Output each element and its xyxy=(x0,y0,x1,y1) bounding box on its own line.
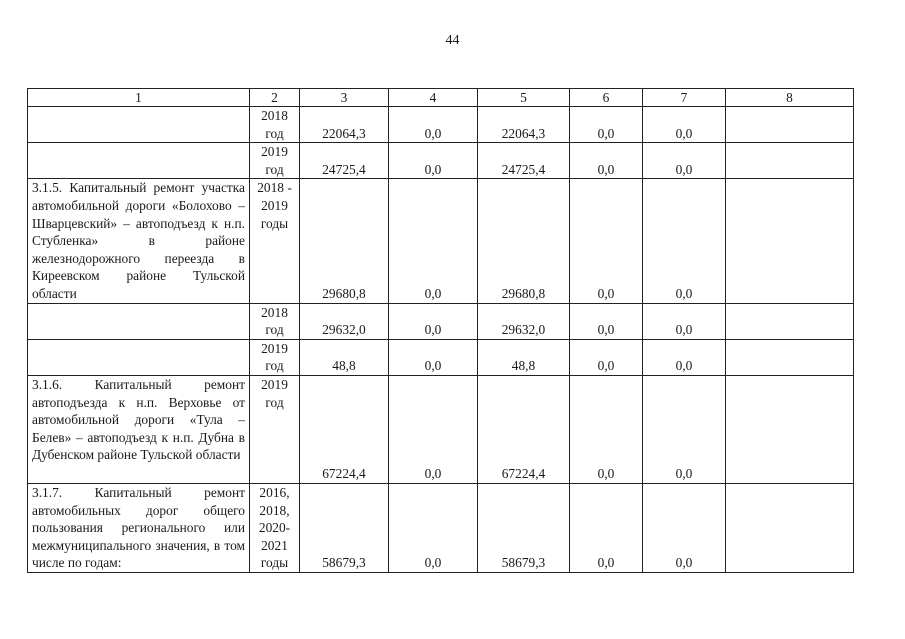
value-cell: 22064,3 xyxy=(300,107,389,143)
header-cell: 3 xyxy=(300,89,389,107)
page-number: 44 xyxy=(445,33,460,48)
value-cell: 24725,4 xyxy=(300,143,389,179)
note-cell xyxy=(726,375,854,483)
item-name-cell xyxy=(28,339,250,375)
value-cell: 0,0 xyxy=(389,339,478,375)
header-cell: 1 xyxy=(28,89,250,107)
note-cell xyxy=(726,303,854,339)
header-cell: 6 xyxy=(570,89,643,107)
item-name-cell xyxy=(28,303,250,339)
value-cell: 0,0 xyxy=(643,107,726,143)
item-name-cell: 3.1.5. Капитальный ремонт участка автомобильной дороги «Болохово – Шварцевский» – автоподъезд к н.п. Стубленка» в районе железнодорожного переезда в Киреевском районе Тульской области xyxy=(28,179,250,303)
value-cell: 24725,4 xyxy=(478,143,570,179)
value-cell: 0,0 xyxy=(570,375,643,483)
value-cell: 0,0 xyxy=(643,483,726,572)
budget-table xyxy=(27,88,854,573)
value-cell: 48,8 xyxy=(300,339,389,375)
value-cell: 0,0 xyxy=(389,143,478,179)
value-cell: 67224,4 xyxy=(300,375,389,483)
period-cell: 2016, 2018, 2020- 2021 годы xyxy=(250,483,300,572)
value-cell: 48,8 xyxy=(478,339,570,375)
value-cell: 29680,8 xyxy=(478,179,570,303)
note-cell xyxy=(726,483,854,572)
note-cell xyxy=(726,339,854,375)
table-row xyxy=(28,143,854,179)
value-cell: 0,0 xyxy=(570,107,643,143)
item-name-cell: 3.1.6. Капитальный ремонт автоподъезда к н.п. Верховье от автомобильной дороги «Тула – Белев» – автоподъезд к н.п. Дубна в Дубенском районе Тульской области xyxy=(28,375,250,483)
value-cell: 0,0 xyxy=(643,303,726,339)
value-cell: 0,0 xyxy=(389,107,478,143)
value-cell: 67224,4 xyxy=(478,375,570,483)
value-cell: 22064,3 xyxy=(478,107,570,143)
value-cell: 29632,0 xyxy=(478,303,570,339)
value-cell: 58679,3 xyxy=(300,483,389,572)
value-cell: 0,0 xyxy=(570,179,643,303)
table-row xyxy=(28,303,854,339)
table-row xyxy=(28,107,854,143)
value-cell: 58679,3 xyxy=(478,483,570,572)
period-cell: 2018 год xyxy=(250,107,300,143)
value-cell: 0,0 xyxy=(389,483,478,572)
header-cell: 8 xyxy=(726,89,854,107)
value-cell: 0,0 xyxy=(389,375,478,483)
value-cell: 29680,8 xyxy=(300,179,389,303)
table-row xyxy=(28,179,854,303)
value-cell: 29632,0 xyxy=(300,303,389,339)
value-cell: 0,0 xyxy=(643,375,726,483)
item-name-cell: 3.1.7. Капитальный ремонт автомобильных дорог общего пользования регионального или межмуниципального значения, в том числе по годам: xyxy=(28,483,250,572)
item-name-cell xyxy=(28,143,250,179)
header-cell: 7 xyxy=(643,89,726,107)
value-cell: 0,0 xyxy=(643,179,726,303)
period-cell: 2019 год xyxy=(250,375,300,483)
header-cell: 2 xyxy=(250,89,300,107)
value-cell: 0,0 xyxy=(570,143,643,179)
header-row xyxy=(28,89,854,107)
table-row xyxy=(28,483,854,572)
value-cell: 0,0 xyxy=(643,143,726,179)
note-cell xyxy=(726,143,854,179)
table-row xyxy=(28,375,854,483)
period-cell: 2018 - 2019 годы xyxy=(250,179,300,303)
value-cell: 0,0 xyxy=(570,303,643,339)
note-cell xyxy=(726,179,854,303)
header-cell: 5 xyxy=(478,89,570,107)
value-cell: 0,0 xyxy=(570,339,643,375)
header-cell: 4 xyxy=(389,89,478,107)
note-cell xyxy=(726,107,854,143)
value-cell: 0,0 xyxy=(389,303,478,339)
table-row xyxy=(28,339,854,375)
value-cell: 0,0 xyxy=(389,179,478,303)
item-name-cell xyxy=(28,107,250,143)
period-cell: 2019 год xyxy=(250,339,300,375)
period-cell: 2018 год xyxy=(250,303,300,339)
value-cell: 0,0 xyxy=(570,483,643,572)
period-cell: 2019 год xyxy=(250,143,300,179)
value-cell: 0,0 xyxy=(643,339,726,375)
